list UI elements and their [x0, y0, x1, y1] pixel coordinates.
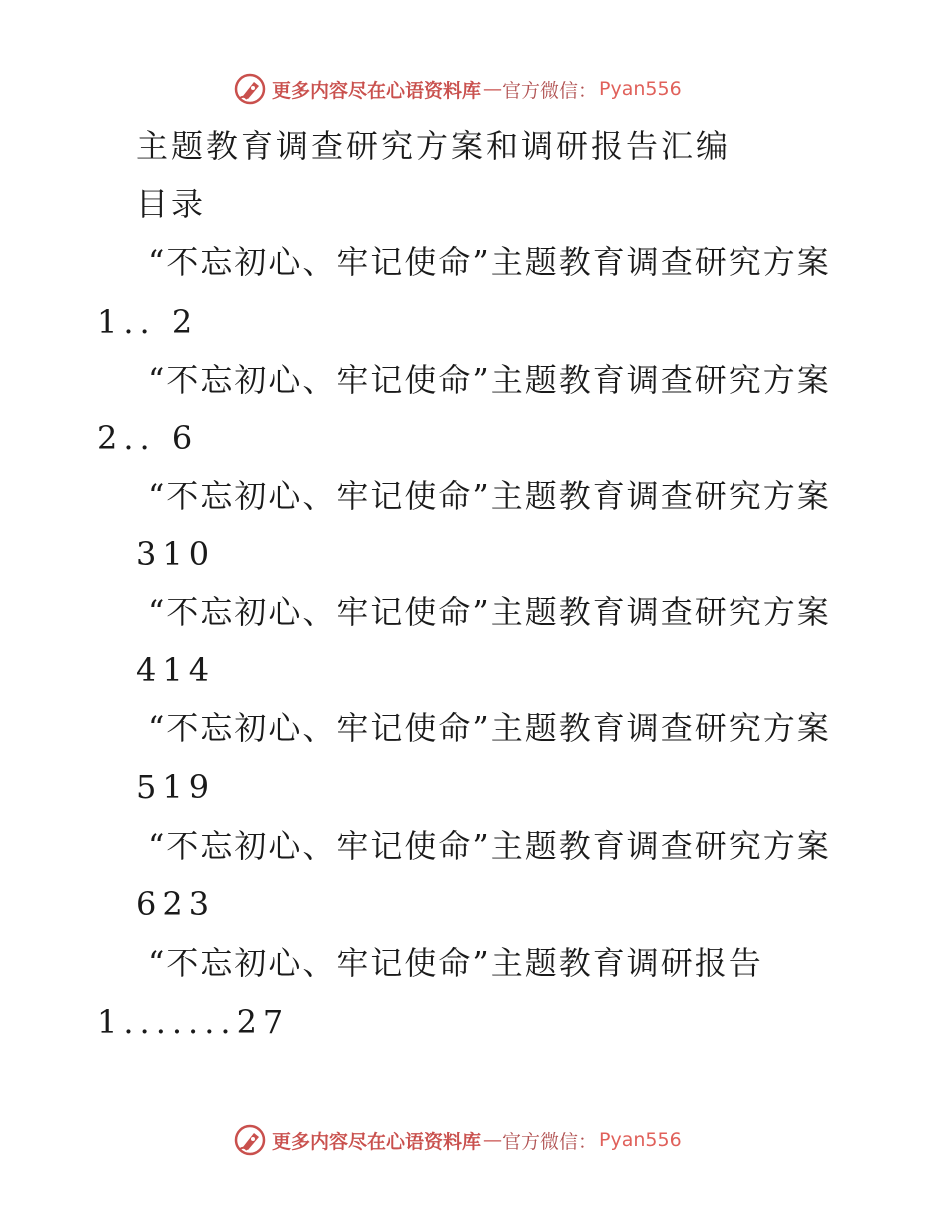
watermark-account: Pyan556 — [599, 78, 682, 100]
toc-entry-title: “不忘初心、牢记使命”主题教育调查研究方案 — [148, 709, 831, 747]
pen-nib-logo-icon — [234, 73, 266, 105]
watermark-brand: 更多内容尽在心语资料库 — [272, 79, 482, 102]
toc-entry-page: 2.. 6 — [97, 419, 199, 457]
toc-entry-title: “不忘初心、牢记使命”主题教育调研报告 — [148, 944, 763, 982]
document-title: 主题教育调查研究方案和调研报告汇编 — [136, 127, 732, 165]
toc-heading: 目录 — [136, 185, 207, 223]
pen-nib-logo-icon — [234, 1124, 266, 1156]
watermark-separator: — — [483, 1129, 501, 1151]
watermark-brand: 更多内容尽在心语资料库 — [272, 1130, 482, 1153]
header-watermark — [234, 72, 714, 106]
toc-entry-title: “不忘初心、牢记使命”主题教育调查研究方案 — [148, 593, 831, 631]
toc-entry-page: 1.. 2 — [97, 303, 199, 341]
toc-entry-page: 623 — [136, 885, 216, 923]
footer-watermark — [234, 1123, 714, 1157]
watermark-account: Pyan556 — [599, 1129, 682, 1151]
toc-entry-page: 1.......27 — [97, 1003, 290, 1041]
toc-entry-page: 519 — [136, 768, 216, 806]
toc-entry-title: “不忘初心、牢记使命”主题教育调查研究方案 — [148, 243, 831, 281]
watermark-official: 官方微信： — [502, 79, 598, 102]
toc-entry-page: 414 — [136, 651, 216, 689]
watermark-official: 官方微信： — [502, 1130, 598, 1153]
toc-entry-page: 310 — [136, 535, 216, 573]
toc-entry-title: “不忘初心、牢记使命”主题教育调查研究方案 — [148, 827, 831, 865]
toc-entry-title: “不忘初心、牢记使命”主题教育调查研究方案 — [148, 477, 831, 515]
toc-entry-title: “不忘初心、牢记使命”主题教育调查研究方案 — [148, 361, 831, 399]
watermark-separator: — — [483, 78, 501, 100]
